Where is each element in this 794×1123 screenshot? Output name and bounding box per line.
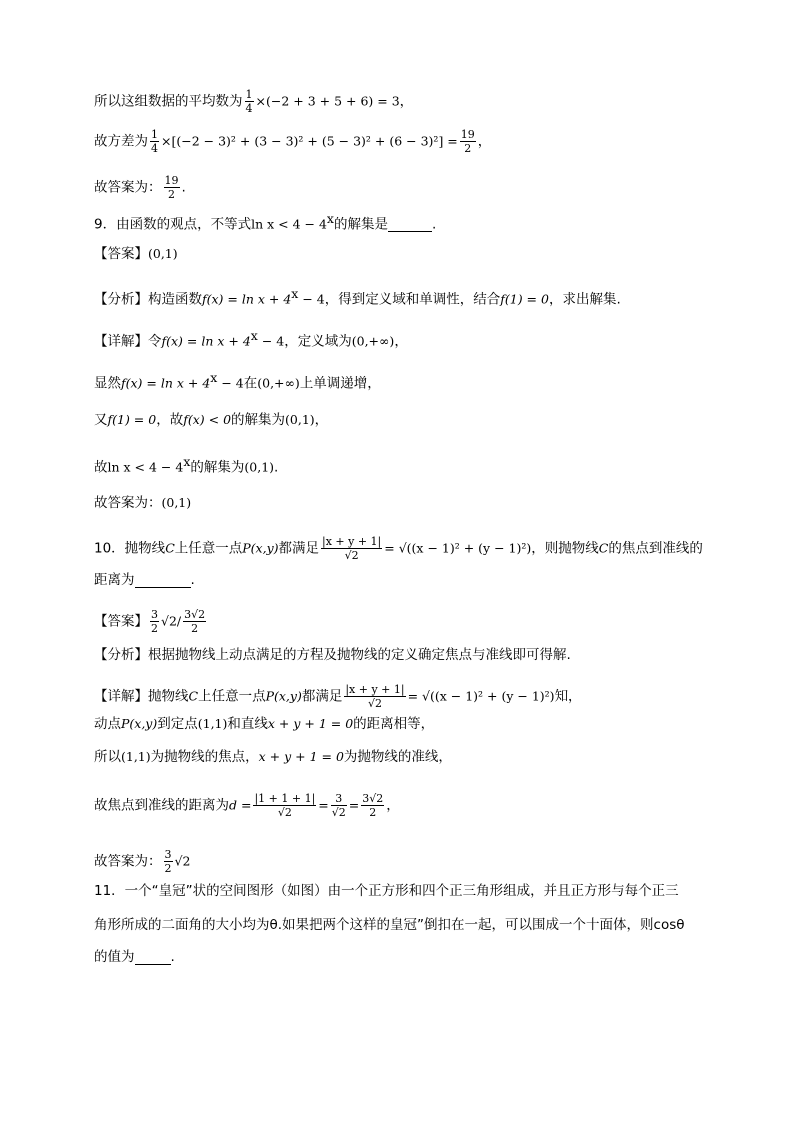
fraction: $\frac{3}{√2}$ (331, 792, 346, 819)
q10-detail-4: 故焦点到准线的距离为d = $\frac{|1 + 1 + 1|}{√2}$ = $\frac{3}{√2}$ = $\frac{3√2}{2}$ ， (94, 792, 400, 819)
q9-analysis: 【分析】构造函数$f(x) = \ln x + 4^x - 4$，得到定义域和单调性，结合f(1) = 0，求出解集. (94, 286, 621, 308)
fraction: $\frac{3√2}{2}$ (184, 608, 206, 635)
mean-text: 所以这组数据的平均数为 (94, 93, 243, 110)
q10-detail: 【详解】抛物线C上任意一点P(x,y)都满足 $\frac{|x + y + 1|}{√2}$ = √((x − 1)² + (y − 1)²)知， (94, 683, 582, 710)
answer-tag: 【答案】 (94, 613, 148, 630)
q10-analysis: 【分析】根据抛物线上动点满足的方程及抛物线的定义确定焦点与准线即可得解. (94, 647, 571, 663)
q9-line-4: 故$\ln x < 4 - 4^x$的解集为(0,1). (94, 454, 279, 476)
analysis-tag: 【分析】 (94, 291, 148, 308)
mean-line: 所以这组数据的平均数为 $\frac{1}{4}$ ×(−2 + 3 + 5 + 6) = 3， (94, 88, 414, 115)
question-11-line-1: 11．一个“皇冠”状的空间图形（如图）由一个正方形和四个正三角形组成，并且正方形与每个正三 (94, 883, 679, 899)
answer-blank (388, 219, 432, 232)
answer-blank (135, 952, 171, 965)
q9-line-3: 又f(1) = 0，故f(x) < 0的解集为(0,1)， (94, 412, 329, 428)
q10-answer: 【答案】 $\frac{3}{2}$ √2/ $\frac{3√2}{2}$ (94, 608, 206, 635)
answer-line: 故答案为： $\frac{19}{2}$ . (94, 174, 186, 201)
answer-tag: 【答案】 (94, 246, 148, 262)
q10-line-2: 距离为 . (94, 572, 195, 588)
fraction: $\frac{3}{2}$ (151, 608, 158, 635)
fraction: $\frac{|x + y + 1|}{√2}$ (345, 683, 405, 710)
question-11-line-2: 角形所成的二面角的大小均为θ.如果把两个这样的皇冠”倒扣在一起，可以围成一个十面体，则cosθ (94, 917, 685, 933)
question-11-line-3: 的值为 . (94, 949, 175, 965)
variance-line: 故方差为 $\frac{1}{4}$ ×[(−2 − 3)² + (3 − 3)² + (5 − 3)² + (6 − 3)²] = $\frac{19}{2}$ ， (94, 128, 492, 155)
fraction: $\frac{|1 + 1 + 1|}{√2}$ (254, 792, 316, 819)
fraction: $\frac{3}{2}$ (164, 848, 172, 875)
fraction: $\frac{1}{4}$ (151, 128, 158, 155)
fraction: $\frac{1}{4}$ (245, 88, 253, 115)
detail-tag: 【详解】 (94, 688, 148, 705)
variance-text: 故方差为 (94, 133, 148, 150)
q10-detail-2: 动点P(x,y)到定点(1,1)和直线x + y + 1 = 0的距离相等， (94, 716, 435, 732)
question-10: 10．抛物线C上任意一点P(x,y)都满足 $\frac{|x + y + 1|}{√2}$ = √((x − 1)² + (y − 1)²)，则抛物线C的焦点到准线的 (94, 535, 703, 562)
fraction: $\frac{19}{2}$ (460, 128, 475, 155)
answer-label: 故答案为： (94, 179, 162, 196)
question-9: 9．由函数的观点，不等式$\ln x < 4 - 4^x$的解集是 . (94, 211, 437, 233)
fraction: $\frac{3√2}{2}$ (362, 792, 384, 819)
answer-blank (135, 575, 191, 588)
detail-tag: 【详解】 (94, 333, 148, 350)
math-expr: ×[(−2 − 3)² + (3 − 3)² + (5 − 3)² + (6 − 3)²] = (161, 133, 458, 149)
q9-detail: 【详解】令$f(x) = \ln x + 4^x - 4$，定义域为(0,+∞)， (94, 328, 408, 350)
analysis-tag: 【分析】 (94, 647, 148, 663)
q9-answer: 【答案】(0,1) (94, 246, 178, 262)
q9-final-answer: 故答案为：(0,1) (94, 495, 192, 511)
q10-final-answer: 故答案为： $\frac{3}{2}$ √2 (94, 848, 191, 875)
q9-line-2: 显然$f(x) = \ln x + 4^x - 4$在(0,+∞)上单调递增， (94, 370, 381, 392)
fraction: $\frac{|x + y + 1|}{√2}$ (322, 535, 382, 562)
q10-detail-3: 所以(1,1)为抛物线的焦点，x + y + 1 = 0为抛物线的准线， (94, 749, 452, 765)
math-expr: ×(−2 + 3 + 5 + 6) = 3 (255, 93, 400, 109)
fraction: $\frac{19}{2}$ (164, 174, 179, 201)
